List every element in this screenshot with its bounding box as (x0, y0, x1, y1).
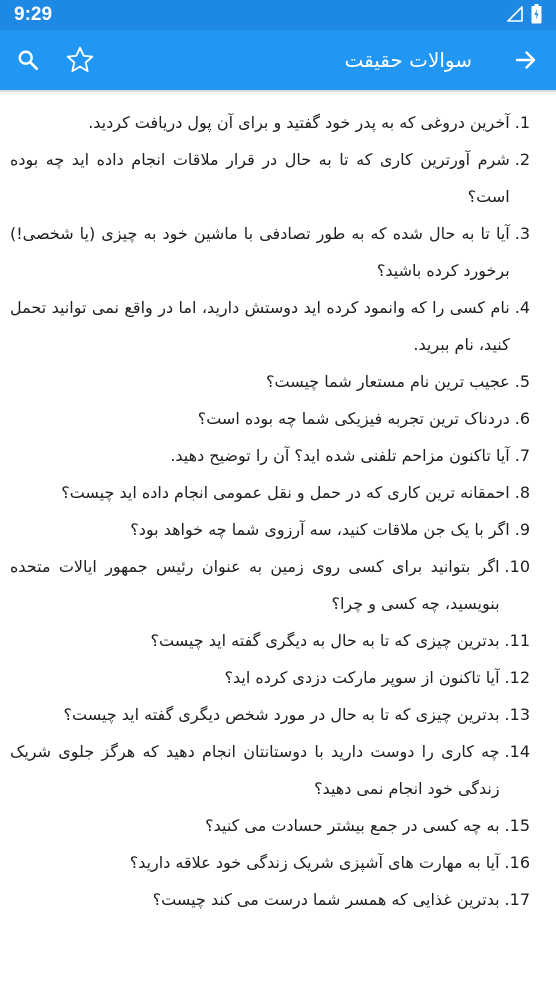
question-number: 10. (504, 557, 530, 576)
question-number: 2. (514, 150, 530, 169)
question-item (10, 215, 530, 289)
page-title: سوالات حقیقت (344, 48, 472, 72)
question-item (10, 474, 530, 511)
battery-icon (531, 4, 542, 24)
question-item (10, 400, 530, 437)
question-text: شرم آورترین کاری که تا به حال در قرار ملاقات انجام داده اید چه بوده است؟ (10, 150, 510, 206)
search-button[interactable] (0, 30, 56, 90)
question-number: 6. (514, 409, 530, 428)
question-text: احمقانه ترین کاری که در حمل و نقل عمومی انجام داده اید چیست؟ (61, 483, 510, 502)
question-text: نام کسی را که وانمود کرده اید دوستش دارید، اما در واقع نمی توانید تحمل کنید، نام ببرید. (10, 298, 510, 354)
star-outline-icon (65, 45, 95, 75)
question-number: 15. (504, 816, 530, 835)
question-number: 7. (514, 446, 530, 465)
question-number: 16. (504, 853, 530, 872)
question-text: دردناک ترین تجربه فیزیکی شما چه بوده است؟ (197, 409, 510, 428)
question-number: 17. (504, 890, 530, 909)
question-scroll-area[interactable] (0, 94, 556, 988)
question-item (10, 622, 530, 659)
question-list (0, 94, 556, 918)
question-number: 13. (504, 705, 530, 724)
question-item (10, 548, 530, 622)
question-item (10, 696, 530, 733)
question-text: آیا تاکنون از سوپر مارکت دزدی کرده اید؟ (224, 668, 500, 687)
question-number: 11. (504, 631, 530, 650)
question-text: به چه کسی در جمع بیشتر حسادت می کنید؟ (205, 816, 500, 835)
question-text: اگر بتوانید برای کسی روی زمین به عنوان رئیس جمهور ایالات متحده بنویسید، چه کسی و چرا؟ (10, 557, 500, 613)
back-button[interactable] (496, 30, 556, 90)
question-item (10, 659, 530, 696)
question-number: 8. (514, 483, 530, 502)
question-text: بدترین چیزی که تا به حال به دیگری گفته اید چیست؟ (150, 631, 500, 650)
question-item (10, 289, 530, 363)
question-text: آخرین دروغی که به پدر خود گفتید و برای آن پول دریافت کردید. (88, 113, 510, 132)
question-text: چه کاری را دوست دارید با دوستانتان انجام دهید که هرگز جلوی شریک زندگی خود انجام نمی دهید؟ (10, 742, 500, 798)
question-number: 4. (514, 298, 530, 317)
question-text: بدترین چیزی که تا به حال در مورد شخص دیگری گفته اید چیست؟ (63, 705, 500, 724)
question-item (10, 104, 530, 141)
question-number: 14. (504, 742, 530, 761)
question-item (10, 733, 530, 807)
question-number: 9. (514, 520, 530, 539)
question-item (10, 141, 530, 215)
question-item (10, 807, 530, 844)
question-item (10, 437, 530, 474)
status-bar (0, 0, 556, 30)
question-text: عجیب ترین نام مستعار شما چیست؟ (266, 372, 510, 391)
signal-icon (507, 6, 523, 22)
question-item (10, 844, 530, 881)
question-text: آیا به مهارت های آشپزی شریک زندگی خود علاقه دارید؟ (129, 853, 500, 872)
question-number: 3. (514, 224, 530, 243)
question-item (10, 511, 530, 548)
question-text: آیا تا به حال شده که به طور تصادفی با ماشین خود به چیزی (یا شخصی!) برخورد کرده باشید؟ (10, 224, 510, 280)
search-icon (17, 49, 39, 71)
favorite-button[interactable] (56, 30, 104, 90)
question-item (10, 363, 530, 400)
question-number: 12. (504, 668, 530, 687)
question-text: اگر با یک جن ملاقات کنید، سه آرزوی شما چه خواهد بود؟ (130, 520, 510, 539)
question-number: 5. (514, 372, 530, 391)
question-number: 1. (514, 113, 530, 132)
app-bar (0, 30, 556, 90)
question-text: آیا تاکنون مزاحم تلفنی شده اید؟ آن را توضیح دهید. (170, 446, 510, 465)
arrow-right-icon (514, 48, 538, 72)
question-text: بدترین غذایی که همسر شما درست می کند چیست؟ (152, 890, 500, 909)
question-item (10, 881, 530, 918)
status-time: 9:29 (14, 4, 53, 25)
